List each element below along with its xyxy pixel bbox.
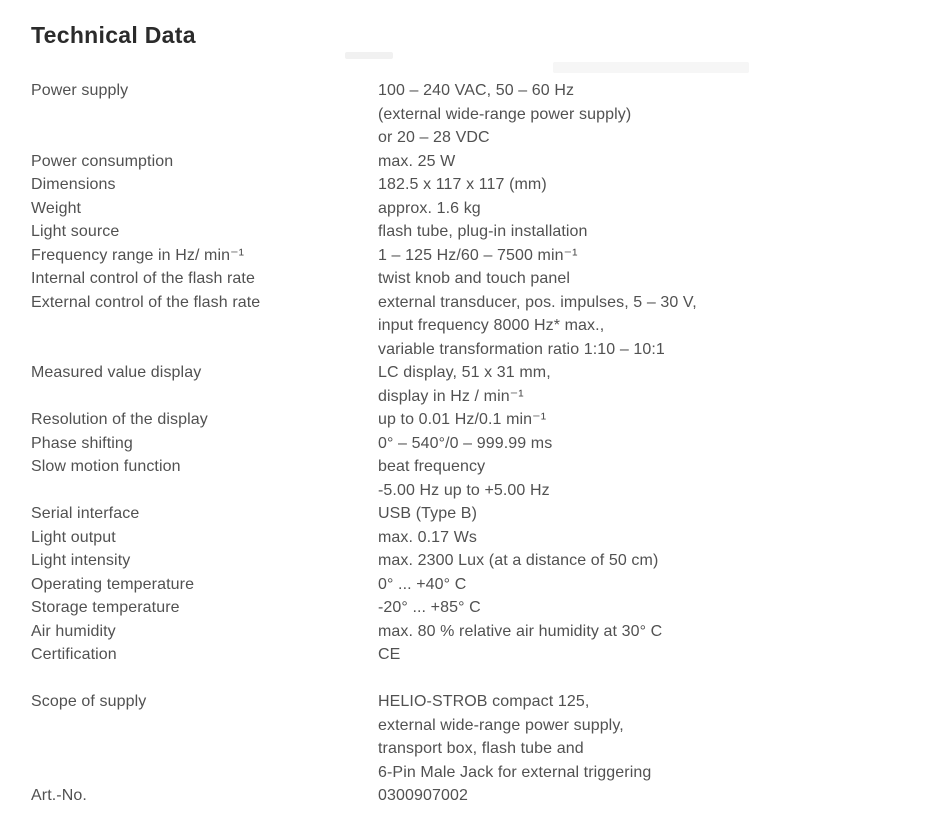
spec-row (31, 173, 935, 197)
page-title: Technical Data (31, 22, 196, 48)
spec-row (31, 220, 935, 244)
spec-value-line: twist knob and touch panel (378, 270, 571, 287)
spec-label: Light intensity (31, 552, 131, 569)
spec-value-line: variable transformation ratio 1:10 – 10:1 (378, 340, 665, 358)
spec-value-line: max. 2300 Lux (at a distance of 50 cm) (378, 552, 659, 569)
spec-label: Slow motion function (31, 458, 181, 475)
spec-row (31, 549, 935, 573)
spec-label: Power supply (31, 82, 129, 99)
spec-value-line: 100 – 240 VAC, 50 – 60 Hz (378, 82, 575, 99)
spec-value-line: CE (378, 646, 401, 663)
spec-label: Storage temperature (31, 599, 180, 616)
spec-row (31, 502, 935, 526)
spec-row (31, 455, 935, 502)
spec-label: Light source (31, 223, 120, 240)
spec-value-line: 0300907002 (378, 787, 468, 804)
spec-value-line: 6-Pin Male Jack for external triggering (378, 763, 652, 781)
spec-value (378, 361, 935, 408)
spec-label: Phase shifting (31, 434, 133, 452)
spec-value (378, 150, 935, 174)
spec-label: Certification (31, 646, 117, 663)
spec-value (378, 408, 935, 432)
spec-value (378, 502, 935, 526)
spec-row (31, 267, 935, 291)
spec-value (378, 573, 935, 597)
spec-value (378, 643, 935, 667)
spec-label: Light output (31, 528, 116, 546)
spec-value-line: 1 – 125 Hz/60 – 7500 min⁻¹ (378, 246, 578, 264)
spec-label: Operating temperature (31, 575, 195, 593)
spec-label: Art.-No. (31, 787, 87, 804)
scan-smudge-artifact (553, 62, 749, 73)
spec-value (378, 526, 935, 550)
scan-smudge-artifact (345, 52, 393, 59)
spec-value (378, 79, 935, 150)
spec-value-line: max. 80 % relative air humidity at 30° C (378, 622, 663, 640)
spec-value-line: or 20 – 28 VDC (378, 129, 490, 146)
spec-row (31, 573, 935, 597)
spec-value-line: (external wide-range power supply) (378, 105, 632, 123)
spec-value (378, 173, 935, 197)
spec-row (31, 526, 935, 550)
spec-value-line: -5.00 Hz up to +5.00 Hz (378, 481, 550, 499)
spec-row (31, 244, 935, 268)
spec-value (378, 220, 935, 244)
spec-row (31, 150, 935, 174)
spec-label: Dimensions (31, 176, 116, 193)
spec-row (31, 432, 935, 456)
spec-row (31, 361, 935, 408)
spec-value (378, 455, 935, 502)
spec-value (378, 596, 935, 620)
spec-label: Frequency range in Hz/ min⁻¹ (31, 246, 245, 264)
spec-value (378, 267, 935, 291)
spec-value-line: transport box, flash tube and (378, 740, 584, 757)
spec-value (378, 244, 935, 268)
spec-row (31, 596, 935, 620)
spec-row (31, 197, 935, 221)
spec-value (378, 620, 935, 644)
spec-value-line: input frequency 8000 Hz* max., (378, 317, 605, 334)
spec-label: Weight (31, 199, 82, 217)
spec-label: Internal control of the flash rate (31, 270, 255, 287)
spec-label: Resolution of the display (31, 411, 208, 428)
spec-row (31, 408, 935, 432)
spec-label: Air humidity (31, 622, 116, 640)
spec-label: Measured value display (31, 364, 202, 381)
spec-value-line: HELIO-STROB compact 125, (378, 693, 590, 710)
spec-value-line: beat frequency (378, 458, 486, 475)
spec-table (31, 79, 935, 808)
spec-value (378, 197, 935, 221)
spec-value-line: 182.5 x 117 x 117 (mm) (378, 176, 547, 193)
spec-row (31, 643, 935, 667)
spec-row (31, 784, 935, 808)
spec-value-line: external transducer, pos. impulses, 5 – 30 V, (378, 293, 697, 311)
spec-label: Serial interface (31, 505, 140, 522)
spec-value-line: approx. 1.6 kg (378, 199, 481, 217)
spec-value-line: 0° – 540°/0 – 999.99 ms (378, 434, 553, 452)
spec-row (31, 79, 935, 150)
spec-value (378, 432, 935, 456)
spec-value (378, 690, 935, 784)
spec-value-line: external wide-range power supply, (378, 716, 624, 734)
spec-value-line: max. 25 W (378, 152, 456, 170)
spec-label: Power consumption (31, 152, 174, 170)
spec-row (31, 291, 935, 362)
spec-row (31, 690, 935, 784)
spec-value-line: up to 0.01 Hz/0.1 min⁻¹ (378, 411, 547, 428)
spec-label: Scope of supply (31, 693, 147, 710)
spec-value-line: flash tube, plug-in installation (378, 223, 588, 240)
spec-value-line: LC display, 51 x 31 mm, (378, 364, 551, 381)
spec-row (31, 620, 935, 644)
spec-value-line: max. 0.17 Ws (378, 528, 478, 546)
spec-label: External control of the flash rate (31, 293, 261, 311)
spec-value-line: 0° ... +40° C (378, 575, 467, 593)
spec-value (378, 291, 935, 362)
spec-value-line: -20° ... +85° C (378, 599, 481, 616)
spec-value (378, 549, 935, 573)
spec-value-line: USB (Type B) (378, 505, 478, 522)
spec-value-line: display in Hz / min⁻¹ (378, 387, 524, 405)
spec-value (378, 784, 935, 808)
